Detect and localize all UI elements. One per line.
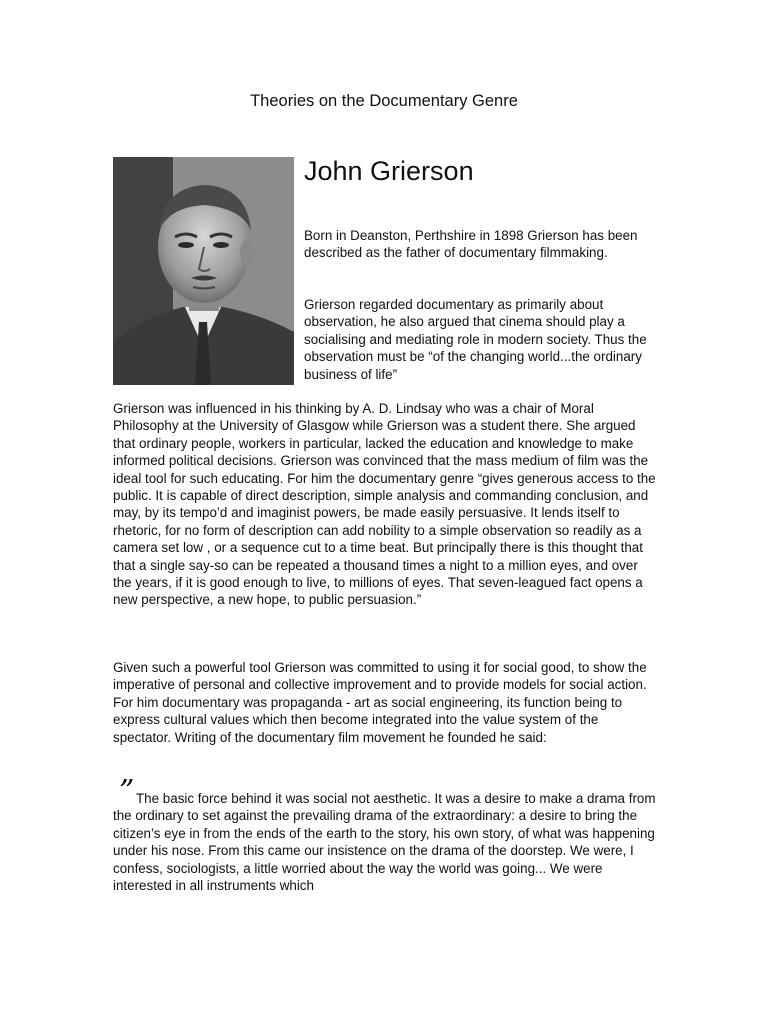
portrait-photo <box>113 157 294 385</box>
body-paragraph-social-good: Given such a powerful tool Grierson was committed to using it for social good, to show the imperative of personal and collective improvement and to provide models for social action. For him documentary was propaganda - art as social engineering, its function being to express cultural values which then become integrated into the value system of the spectator. Writing of the documentary film movement he founded he said: <box>113 660 647 745</box>
intro-paragraph-observation: Grierson regarded documentary as primarily about observation, he also argued that cinema should play a socialising and mediating role in modern society. Thus the observation must be “of the changing world...the ordinary business of life” <box>304 297 647 382</box>
quote-mark: ” <box>119 774 135 809</box>
subject-name: John Grierson <box>304 156 474 186</box>
block-quote <box>113 774 658 894</box>
portrait-illustration <box>113 157 294 385</box>
document-title: Theories on the Documentary Genre <box>250 92 518 110</box>
quote-text: The basic force behind it was social not aesthetic. It was a desire to make a drama from the ordinary to set against the prevailing drama of the extraordinary: a desire to bring the citizen’s eye in from the ends of the earth to the story, his own story, of what was happening under his nose. From this came our insistence on the drama of the doorstep. We were, I confess, sociologists, a little worried about the way the world was going... We were interested in all instruments which <box>113 791 656 894</box>
body-paragraph-influence: Grierson was influenced in his thinking by A. D. Lindsay who was a chair of Moral Philosophy at the University of Glasgow while Grierson was a student there. She argued that ordinary people, workers in particular, lacked the education and knowledge to make informed political decisions. Grierson was convinced that the mass medium of film was the ideal tool for such educating. For him the documentary genre “gives generous access to the public. It is capable of direct description, simple analysis and commanding conclusion, and may, by its tempo’d and imaginist powers, be made easily persuasive. It lends itself to rhetoric, for no form of description can add nobility to a simple observation so readily as a camera set low , or a sequence cut to a time beat. But principally there is this thought that that a single say-so can be repeated a thousand times a night to a million eyes, and over the years, if it is good enough to live, to millions of eyes. That seven-leagued fact opens a new perspective, a new hope, to public persuasion.” <box>113 401 656 608</box>
intro-paragraph-birth: Born in Deanston, Perthshire in 1898 Grierson has been described as the father of documentary filmmaking. <box>304 228 638 261</box>
